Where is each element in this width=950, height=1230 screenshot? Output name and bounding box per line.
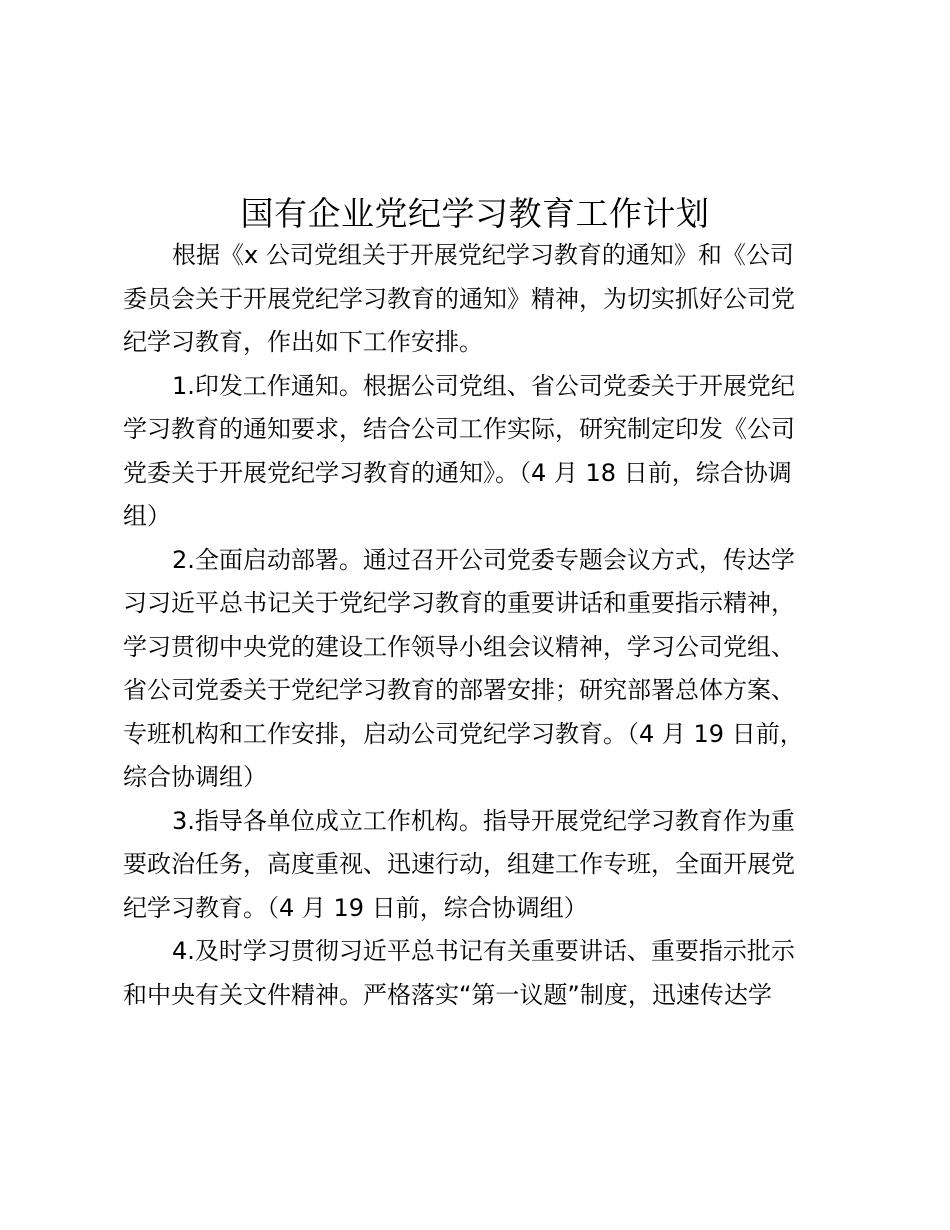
paragraph-line: 综合协调组）	[123, 763, 267, 791]
paragraph-line: 委员会关于开展党纪学习教育的通知》精神，为切实抓好公司党	[123, 284, 795, 313]
paragraph-line: 学习贯彻中央党的建设工作领导小组会议精神，学习公司党组、	[123, 632, 795, 661]
paragraph-first-line: 根据《x 公司党组关于开展党纪学习教育的通知》和《公司	[172, 241, 794, 269]
paragraph-first-line: 1.印发工作通知。根据公司党组、省公司党委关于开展党纪	[172, 371, 795, 400]
paragraph-line: 和中央有关文件精神。严格落实“第一议题”制度，迅速传达学	[123, 980, 772, 1009]
paragraph-line: 纪学习教育。（4 月 19 日前，综合协调组）	[123, 893, 588, 922]
paragraph-first-line: 3.指导各单位成立工作机构。指导开展党纪学习教育作为重	[172, 806, 795, 835]
paragraph-line: 专班机构和工作安排，启动公司党纪学习教育。（4 月 19 日前，	[123, 719, 804, 748]
paragraph-first-line: 2.全面启动部署。通过召开公司党委专题会议方式，传达学	[172, 545, 795, 574]
paragraph-line: 党委关于开展党纪学习教育的通知》。（4 月 18 日前，综合协调	[123, 458, 792, 487]
paragraph-line: 习习近平总书记关于党纪学习教育的重要讲话和重要指示精神，	[123, 589, 795, 617]
paragraph-first-line: 4.及时学习贯彻习近平总书记有关重要讲话、重要指示批示	[172, 937, 795, 965]
paragraph-line: 纪学习教育，作出如下工作安排。	[123, 328, 483, 356]
paragraph-line: 省公司党委关于党纪学习教育的部署安排；研究部署总体方案、	[123, 676, 795, 704]
paragraph-line: 学习教育的通知要求，结合公司工作实际，研究制定印发《公司	[123, 415, 795, 443]
document-title: 国有企业党纪学习教育工作计划	[240, 194, 710, 234]
paragraph-line: 要政治任务，高度重视、迅速行动，组建工作专班，全面开展党	[123, 850, 795, 878]
paragraph-line: 组）	[123, 502, 171, 530]
document-body	[123, 234, 843, 1017]
